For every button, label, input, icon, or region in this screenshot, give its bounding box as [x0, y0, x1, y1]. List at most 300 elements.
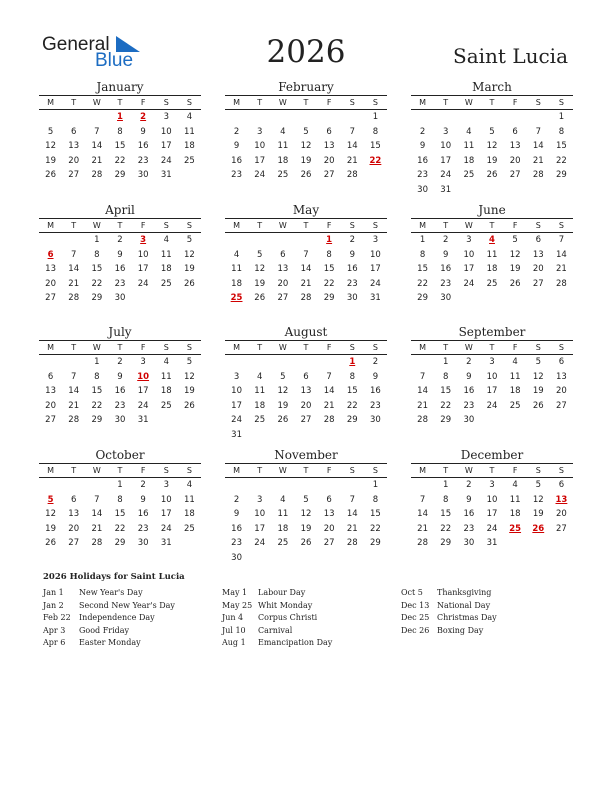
- day-cell: 14: [68, 386, 80, 397]
- day-cell: 21: [91, 155, 103, 166]
- day-cell: 20: [556, 386, 567, 397]
- weekday-header: T: [294, 464, 317, 478]
- weekday-header: M: [39, 341, 62, 355]
- day-cell: 24: [137, 278, 149, 289]
- day-cell: 21: [417, 523, 428, 534]
- empty-day-cell: [62, 233, 85, 248]
- day-cell: 12: [486, 141, 498, 152]
- holiday-entry: [43, 637, 175, 650]
- weekday-header: M: [39, 96, 62, 110]
- day-cell: 28: [417, 538, 428, 549]
- day-cell: 21: [346, 155, 358, 166]
- empty-day-cell: [318, 551, 341, 566]
- weekday-header: T: [480, 341, 503, 355]
- day-cell: 28: [323, 415, 335, 426]
- weekday-header: T: [108, 96, 131, 110]
- day-cell: 23: [231, 170, 242, 181]
- day-cell: 20: [45, 278, 56, 289]
- weekday-header: S: [550, 341, 573, 355]
- day-cell: 16: [114, 386, 126, 397]
- day-cell: 30: [114, 293, 126, 304]
- day-cell: 15: [91, 264, 103, 275]
- day-cell: 31: [370, 293, 381, 304]
- empty-day-cell: [155, 413, 178, 428]
- day-cell: 17: [463, 264, 475, 275]
- day-cell: 10: [486, 494, 498, 505]
- month-title: March: [472, 80, 512, 94]
- day-cell: 3: [163, 112, 169, 123]
- day-cell: 29: [114, 170, 126, 181]
- day-cell: 26: [300, 170, 312, 181]
- empty-day-cell: [294, 355, 317, 370]
- day-cell: 11: [184, 126, 195, 137]
- holiday-date: Jun 4: [222, 613, 244, 622]
- day-cell: 25: [184, 523, 195, 534]
- day-cell: 29: [323, 293, 335, 304]
- empty-day-cell: [39, 478, 62, 493]
- month-july: [39, 325, 201, 428]
- holiday-day-cell: 26: [532, 523, 545, 534]
- day-cell: 11: [184, 494, 195, 505]
- holiday-day-cell: 22: [369, 155, 382, 166]
- day-cell: 29: [440, 538, 452, 549]
- holiday-day-cell: 6: [47, 249, 54, 260]
- weekday-header: T: [294, 96, 317, 110]
- holiday-date: Dec 26: [401, 625, 430, 635]
- day-cell: 5: [186, 235, 193, 246]
- empty-day-cell: [39, 233, 62, 248]
- day-cell: 2: [419, 126, 426, 137]
- day-cell: 21: [556, 264, 567, 275]
- empty-day-cell: [504, 183, 527, 198]
- day-cell: 9: [443, 249, 449, 260]
- day-cell: 11: [509, 494, 521, 505]
- day-cell: 18: [463, 155, 475, 166]
- day-cell: 8: [419, 249, 426, 260]
- day-cell: 17: [254, 155, 266, 166]
- holiday-entry: [401, 587, 497, 600]
- holiday-entry: [222, 587, 332, 600]
- weekday-header: T: [480, 96, 503, 110]
- holiday-entry: [222, 600, 332, 613]
- empty-day-cell: [504, 110, 527, 125]
- day-cell: 5: [303, 126, 309, 137]
- day-cell: 2: [140, 480, 146, 491]
- day-cell: 24: [486, 400, 498, 411]
- weekday-header: S: [178, 341, 201, 355]
- empty-day-cell: [550, 413, 573, 428]
- day-cell: 12: [184, 249, 195, 260]
- day-cell: 6: [71, 494, 77, 505]
- weekday-header: M: [39, 464, 62, 478]
- empty-day-cell: [527, 291, 550, 306]
- empty-day-cell: [504, 413, 527, 428]
- day-cell: 1: [443, 480, 449, 491]
- day-cell: 1: [94, 235, 100, 246]
- holiday-name: Independence Day: [79, 613, 155, 622]
- day-cell: 4: [466, 126, 472, 137]
- holiday-column: [401, 587, 497, 637]
- holiday-name: Christmas Day: [437, 613, 497, 622]
- holiday-entry: [222, 637, 332, 650]
- day-cell: 5: [535, 357, 541, 368]
- weekday-header: M: [411, 464, 434, 478]
- day-cell: 23: [370, 400, 381, 411]
- empty-day-cell: [480, 291, 503, 306]
- day-cell: 27: [68, 538, 80, 549]
- day-cell: 28: [346, 538, 358, 549]
- weekday-header: S: [155, 464, 178, 478]
- day-cell: 20: [68, 155, 80, 166]
- holiday-date: Oct 5: [401, 588, 423, 597]
- holiday-date: Apr 3: [43, 625, 66, 635]
- month-march: [411, 80, 573, 197]
- weekday-header: T: [480, 464, 503, 478]
- weekday-header: T: [294, 341, 317, 355]
- empty-day-cell: [364, 551, 387, 566]
- weekday-header: F: [132, 219, 155, 233]
- day-cell: 2: [466, 357, 472, 368]
- empty-day-cell: [225, 233, 248, 248]
- day-cell: 4: [512, 357, 518, 368]
- day-cell: 24: [137, 400, 149, 411]
- day-cell: 22: [114, 523, 126, 534]
- weekday-header: S: [364, 96, 387, 110]
- day-cell: 2: [233, 126, 240, 137]
- day-cell: 2: [349, 235, 355, 246]
- day-cell: 13: [556, 371, 567, 382]
- day-cell: 9: [349, 249, 355, 260]
- day-cell: 14: [346, 509, 358, 520]
- weekday-header: M: [411, 341, 434, 355]
- day-cell: 16: [417, 155, 428, 166]
- empty-day-cell: [504, 291, 527, 306]
- weekday-header: S: [155, 219, 178, 233]
- day-cell: 4: [257, 371, 263, 382]
- day-cell: 16: [137, 509, 149, 520]
- holiday-name: Thanksgiving: [437, 588, 492, 597]
- day-cell: 15: [417, 264, 428, 275]
- empty-day-cell: [62, 478, 85, 493]
- day-cell: 21: [91, 523, 103, 534]
- logo-text-general: General: [42, 34, 110, 55]
- day-cell: 19: [184, 264, 195, 275]
- weekday-header: S: [178, 96, 201, 110]
- day-cell: 18: [184, 509, 195, 520]
- weekday-header: F: [318, 341, 341, 355]
- day-cell: 22: [91, 278, 103, 289]
- weekday-header: M: [411, 219, 434, 233]
- empty-day-cell: [132, 291, 155, 306]
- day-cell: 19: [509, 264, 521, 275]
- empty-day-cell: [178, 168, 201, 183]
- day-cell: 30: [114, 415, 126, 426]
- weekday-header: T: [62, 219, 85, 233]
- day-cell: 17: [486, 386, 498, 397]
- day-cell: 31: [137, 415, 149, 426]
- day-cell: 31: [160, 170, 172, 181]
- weekday-header: T: [108, 341, 131, 355]
- day-cell: 31: [231, 429, 242, 440]
- day-cell: 12: [45, 509, 56, 520]
- day-cell: 8: [372, 494, 379, 505]
- day-cell: 20: [68, 523, 80, 534]
- day-cell: 19: [45, 523, 56, 534]
- day-cell: 17: [160, 509, 172, 520]
- holiday-entry: [401, 600, 497, 613]
- day-cell: 18: [277, 155, 289, 166]
- day-cell: 15: [346, 386, 358, 397]
- day-cell: 13: [45, 264, 56, 275]
- empty-day-cell: [248, 355, 271, 370]
- empty-day-cell: [411, 355, 434, 370]
- day-cell: 15: [91, 386, 103, 397]
- month-title: December: [460, 448, 524, 462]
- empty-day-cell: [480, 413, 503, 428]
- day-cell: 22: [346, 400, 358, 411]
- day-cell: 8: [443, 494, 449, 505]
- day-cell: 27: [509, 170, 521, 181]
- day-cell: 30: [137, 170, 149, 181]
- weekday-header: W: [457, 96, 480, 110]
- month-title: July: [108, 325, 132, 339]
- day-cell: 1: [372, 112, 379, 123]
- day-cell: 12: [45, 141, 56, 152]
- weekday-header: F: [132, 341, 155, 355]
- day-cell: 28: [91, 538, 103, 549]
- day-cell: 12: [532, 494, 544, 505]
- day-cell: 3: [489, 357, 495, 368]
- day-cell: 20: [300, 400, 312, 411]
- day-cell: 20: [509, 155, 521, 166]
- day-cell: 6: [535, 235, 541, 246]
- empty-day-cell: [457, 291, 480, 306]
- day-cell: 8: [326, 249, 332, 260]
- day-cell: 5: [512, 235, 518, 246]
- day-cell: 25: [486, 278, 498, 289]
- day-cell: 27: [45, 415, 56, 426]
- month-title: February: [278, 80, 334, 94]
- empty-day-cell: [364, 428, 387, 443]
- weekday-header: F: [504, 341, 527, 355]
- weekday-header: T: [248, 341, 271, 355]
- day-cell: 31: [486, 538, 498, 549]
- day-cell: 16: [370, 386, 381, 397]
- day-cell: 5: [489, 126, 495, 137]
- day-cell: 14: [556, 249, 567, 260]
- day-cell: 25: [277, 538, 289, 549]
- day-cell: 1: [94, 357, 100, 368]
- day-cell: 10: [160, 494, 172, 505]
- day-cell: 9: [372, 371, 379, 382]
- empty-day-cell: [178, 536, 201, 551]
- day-cell: 12: [254, 264, 266, 275]
- empty-day-cell: [341, 110, 364, 125]
- day-cell: 19: [532, 386, 544, 397]
- weekday-header: W: [457, 341, 480, 355]
- day-cell: 29: [556, 170, 567, 181]
- day-cell: 7: [349, 494, 355, 505]
- day-cell: 13: [323, 509, 335, 520]
- holiday-date: Dec 13: [401, 600, 430, 610]
- day-cell: 25: [160, 400, 172, 411]
- day-cell: 17: [440, 155, 452, 166]
- day-cell: 23: [417, 170, 428, 181]
- day-cell: 28: [91, 170, 103, 181]
- empty-day-cell: [225, 110, 248, 125]
- day-cell: 6: [558, 480, 565, 491]
- day-cell: 18: [184, 141, 195, 152]
- weekday-header: T: [434, 219, 457, 233]
- weekday-header: F: [504, 96, 527, 110]
- day-cell: 21: [417, 400, 428, 411]
- day-cell: 14: [417, 509, 428, 520]
- day-cell: 9: [140, 494, 146, 505]
- holiday-day-cell: 25: [230, 293, 243, 304]
- empty-day-cell: [178, 291, 201, 306]
- day-cell: 2: [117, 357, 123, 368]
- empty-day-cell: [271, 355, 294, 370]
- day-cell: 29: [91, 415, 103, 426]
- weekday-header: S: [341, 464, 364, 478]
- day-cell: 3: [140, 357, 146, 368]
- day-cell: 7: [71, 371, 77, 382]
- day-cell: 14: [323, 386, 335, 397]
- day-cell: 9: [466, 494, 472, 505]
- day-cell: 26: [300, 538, 312, 549]
- weekday-header: W: [85, 96, 108, 110]
- holiday-entry: [43, 600, 175, 613]
- day-cell: 19: [184, 386, 195, 397]
- day-cell: 15: [114, 141, 126, 152]
- holiday-date: May 25: [222, 600, 253, 610]
- weekday-header: M: [225, 341, 248, 355]
- day-cell: 11: [231, 264, 242, 275]
- day-cell: 24: [160, 523, 172, 534]
- empty-day-cell: [480, 183, 503, 198]
- day-cell: 30: [440, 293, 452, 304]
- day-cell: 18: [509, 386, 521, 397]
- month-august: [225, 325, 387, 442]
- day-cell: 4: [186, 480, 193, 491]
- day-cell: 26: [45, 538, 56, 549]
- day-cell: 26: [184, 278, 195, 289]
- day-cell: 29: [114, 538, 126, 549]
- day-cell: 16: [231, 155, 242, 166]
- empty-day-cell: [294, 478, 317, 493]
- empty-day-cell: [527, 183, 550, 198]
- day-cell: 23: [114, 400, 126, 411]
- weekday-header: S: [155, 96, 178, 110]
- holiday-date: Apr 6: [43, 638, 66, 647]
- day-cell: 10: [440, 141, 452, 152]
- day-cell: 18: [254, 400, 266, 411]
- day-cell: 8: [372, 126, 379, 137]
- holiday-name: New Year's Day: [79, 588, 143, 597]
- day-cell: 18: [509, 509, 521, 520]
- month-may: [225, 203, 387, 306]
- country-name: Saint Lucia: [453, 44, 568, 68]
- day-cell: 29: [346, 415, 358, 426]
- day-cell: 6: [512, 126, 518, 137]
- day-cell: 26: [277, 415, 289, 426]
- day-cell: 8: [443, 371, 449, 382]
- day-cell: 25: [509, 400, 521, 411]
- holiday-name: National Day: [437, 600, 491, 610]
- day-cell: 25: [184, 155, 195, 166]
- day-cell: 10: [254, 141, 266, 152]
- day-cell: 11: [160, 249, 172, 260]
- day-cell: 21: [323, 400, 335, 411]
- day-cell: 30: [417, 184, 428, 195]
- holiday-date: Feb 22: [43, 613, 71, 622]
- day-cell: 23: [137, 155, 149, 166]
- day-cell: 13: [300, 386, 312, 397]
- day-cell: 23: [440, 278, 452, 289]
- day-cell: 28: [556, 278, 567, 289]
- day-cell: 22: [114, 155, 126, 166]
- day-cell: 8: [117, 494, 123, 505]
- day-cell: 26: [254, 293, 266, 304]
- weekday-header: S: [155, 341, 178, 355]
- holiday-name: Whit Monday: [258, 600, 313, 610]
- weekday-header: T: [294, 219, 317, 233]
- day-cell: 4: [280, 494, 286, 505]
- empty-day-cell: [271, 478, 294, 493]
- holiday-name: Second New Year's Day: [79, 600, 175, 610]
- day-cell: 9: [233, 509, 240, 520]
- day-cell: 13: [45, 386, 56, 397]
- day-cell: 15: [370, 141, 381, 152]
- day-cell: 7: [94, 494, 100, 505]
- empty-day-cell: [85, 110, 108, 125]
- day-cell: 8: [349, 371, 355, 382]
- day-cell: 22: [417, 278, 428, 289]
- day-cell: 11: [486, 249, 498, 260]
- logo-text-blue: Blue: [95, 50, 134, 71]
- weekday-header: T: [434, 464, 457, 478]
- day-cell: 4: [186, 112, 193, 123]
- weekday-header: W: [457, 219, 480, 233]
- empty-day-cell: [248, 233, 271, 248]
- empty-day-cell: [318, 478, 341, 493]
- day-cell: 24: [160, 155, 172, 166]
- day-cell: 19: [300, 523, 312, 534]
- day-cell: 27: [68, 170, 80, 181]
- day-cell: 2: [466, 480, 472, 491]
- day-cell: 20: [556, 509, 567, 520]
- empty-day-cell: [85, 478, 108, 493]
- day-cell: 24: [463, 278, 475, 289]
- day-cell: 7: [326, 371, 332, 382]
- empty-day-cell: [39, 110, 62, 125]
- empty-day-cell: [480, 110, 503, 125]
- day-cell: 9: [233, 141, 240, 152]
- empty-day-cell: [39, 355, 62, 370]
- weekday-header: M: [411, 96, 434, 110]
- day-cell: 15: [114, 509, 126, 520]
- day-cell: 5: [186, 357, 193, 368]
- day-cell: 11: [160, 371, 172, 382]
- day-cell: 11: [509, 371, 521, 382]
- day-cell: 2: [372, 357, 379, 368]
- day-cell: 19: [486, 155, 498, 166]
- weekday-header: F: [318, 219, 341, 233]
- day-cell: 4: [280, 126, 286, 137]
- weekday-header: W: [457, 464, 480, 478]
- weekday-header: M: [225, 464, 248, 478]
- weekday-header: T: [434, 96, 457, 110]
